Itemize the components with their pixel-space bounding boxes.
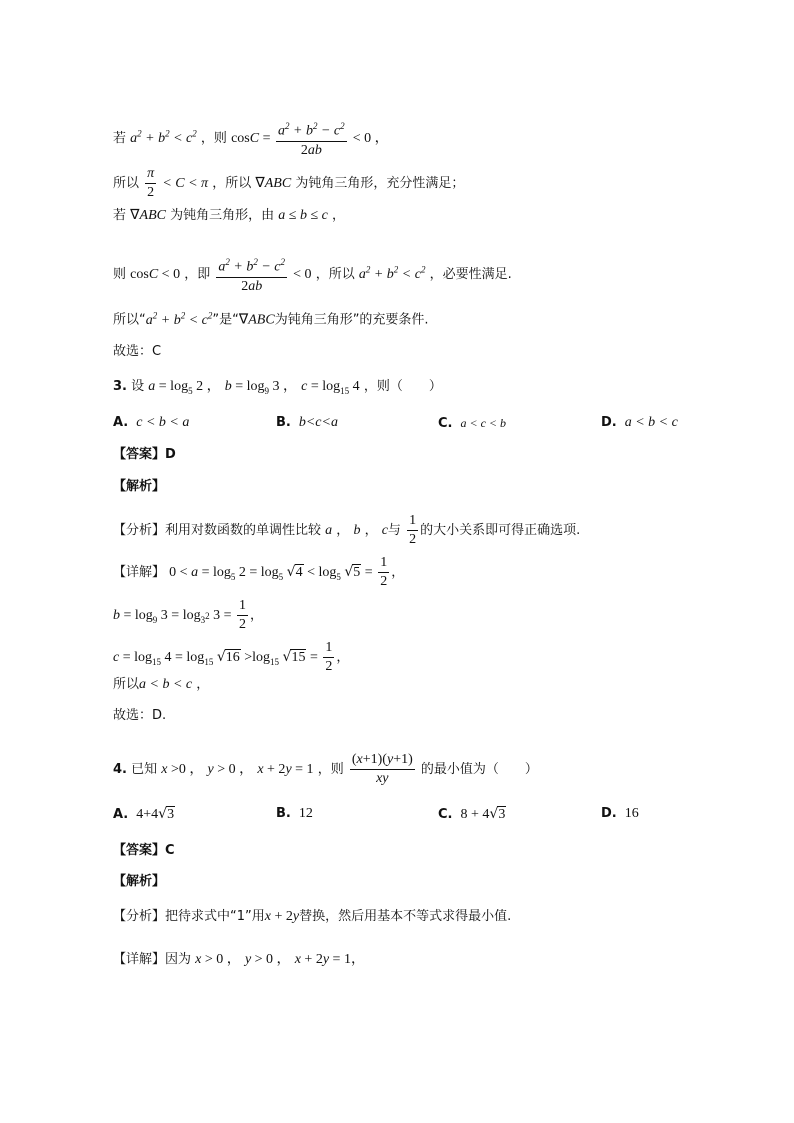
q2-line-5: 所以“$a^2 + b^2 < c^2$”是“∇ABC为钝角三角形”的充要条件. bbox=[113, 310, 429, 328]
fraction: $\frac{1}{2}$ bbox=[325, 640, 333, 674]
q4-option-c: C. 8 + 4√3 bbox=[438, 806, 506, 822]
q2-line-3: 若 ∇ABC 为钝角三角形，由 a ≤ b ≤ c ， bbox=[113, 208, 346, 223]
q3-analysis-label: 【解析】 bbox=[113, 479, 166, 494]
q4-fenxi: 【分析】把待求式中“1”用x + 2y替换，然后用基本不等式求得最小值. bbox=[113, 909, 512, 924]
formula: cos bbox=[231, 130, 250, 146]
q3-choice: 故选：D. bbox=[113, 708, 167, 723]
q2-line-4: 则 cosC < 0 ，即 $\frac{a^2 + b^2 - c^2}{2ab}$ < 0 ，所以 $a^2 + b^2 < c^2$ ，必要性满足. bbox=[113, 254, 512, 295]
fraction: $\frac{\pi}{2}$ bbox=[147, 166, 155, 200]
q4-option-a: A. 4+4√3 bbox=[113, 806, 175, 822]
q4-stem: 4. 已知 x >0 ， y > 0 ， x + 2y = 1 ，则 $\frac{(x+1)(y+1)}{xy}$ 的最小值为（ ） bbox=[113, 752, 538, 786]
q2-choice: 故选：C bbox=[113, 344, 162, 359]
q3-option-a: A. c < b < a bbox=[113, 415, 190, 430]
q4-detail: 【详解】因为 x > 0 ， y > 0 ， x + 2y = 1， bbox=[113, 952, 365, 967]
fraction: $\frac{a^2 + b^2 - c^2}{2ab}$ bbox=[216, 254, 287, 295]
fraction: $\frac{1}{2}$ bbox=[239, 598, 246, 632]
fraction: $\frac{1}{2}$ bbox=[380, 555, 388, 589]
q3-detail-3: $c = \log_{15} 4 = \log_{15} √16 >\log_{15}$ √15 = $\frac{1}{2}$ ， bbox=[113, 640, 350, 674]
q2-line-2: 所以 $\frac{\pi}{2}$ < C < π ，所以 ∇ABC 为钝角三角形，充分性满足； bbox=[113, 166, 465, 200]
fraction: $\frac{(x+1)(y+1)}{xy}$ bbox=[351, 752, 413, 786]
q4-option-b: B. 12 bbox=[276, 806, 313, 821]
formula: $a^2 + b^2 < c^2$ bbox=[130, 128, 197, 146]
q3-option-d: D. a < b < c bbox=[601, 415, 678, 430]
q4-option-d: D. 16 bbox=[601, 806, 639, 821]
q3-stem: 3. 设 $a = \log_5 2$ ， $b = \log_9 3$ ， $c = \log_{15} 4$ ，则（ ） bbox=[113, 379, 442, 396]
q3-option-b: B. b<c<a bbox=[276, 415, 338, 430]
q3-detail-1: 【详解】 $0 < a = \log_5 2 = \log_5 √4 < \log_5 √5$ = $\frac{1}{2}$ ， bbox=[113, 555, 405, 589]
q3-fenxi: 【分析】利用对数函数的单调性比较 a ， b ， c与 $\frac{1}{2}$ 的大小关系即可得正确选项. bbox=[113, 513, 581, 547]
q4-analysis-label: 【解析】 bbox=[113, 874, 166, 889]
q3-conclusion: 所以a < b < c ， bbox=[113, 677, 210, 692]
q3-answer: 【答案】D bbox=[113, 447, 176, 462]
q2-line-1: 若 $a^2 + b^2 < c^2$ ，则 cosC = $\frac{a^2 + b^2 - c^2}{2ab}$ < 0 ， bbox=[113, 118, 389, 159]
q3-option-c: C. a < c < b bbox=[438, 416, 507, 431]
q3-detail-2: $b = \log_9 3 = \log_{3^2} 3$ = $\frac{1}{2}$ ， bbox=[113, 598, 264, 632]
fraction: $\frac{1}{2}$ bbox=[409, 513, 417, 547]
q4-answer: 【答案】C bbox=[113, 843, 175, 858]
fraction: $\frac{a^2 + b^2 - c^2}{2ab}$ bbox=[276, 118, 347, 159]
